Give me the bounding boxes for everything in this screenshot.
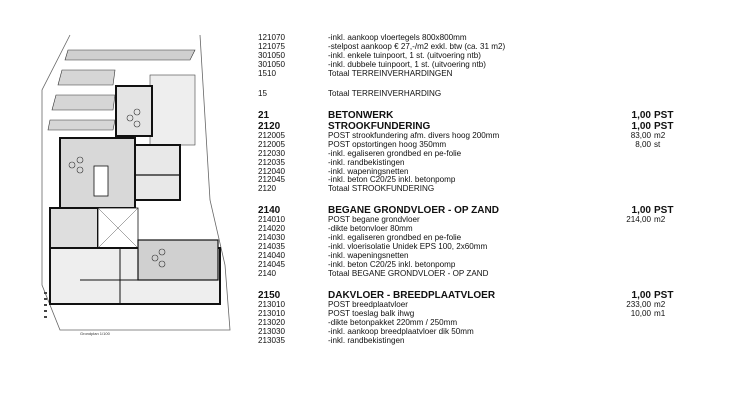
spec-code: 213035 — [258, 335, 286, 345]
spec-code: 121075 — [258, 41, 286, 51]
spec-row — [258, 150, 698, 159]
spec-row — [258, 185, 698, 194]
spec-code: 213010 — [258, 300, 286, 309]
spec-description: -inkl. aankoop vloertegels 800x800mm — [328, 33, 467, 42]
spec-code: 301050 — [258, 50, 286, 60]
spec-description: -inkl. egaliseren grondbed en pe-folie — [328, 233, 462, 243]
spec-description: -inkl. wapeningsnetten — [328, 251, 409, 261]
spec-code: 15 — [258, 89, 268, 99]
spec-unit: m1 — [654, 308, 666, 318]
spec-description: -inkl. egaliseren grondbed en pe-folie — [328, 148, 462, 158]
spec-description: -dikte betonpakket 220mm / 250mm — [328, 317, 458, 327]
spec-row — [258, 328, 698, 337]
spec-unit: m2 — [654, 300, 666, 309]
spec-row — [258, 270, 698, 279]
spec-quantity: 10,00 — [630, 308, 651, 318]
spec-unit: PST — [654, 289, 674, 301]
spec-description: POST breedplaatvloer — [328, 300, 408, 309]
spec-description: -inkl. dubbele tuinpoort, 1 st. (uitvoering ntb) — [328, 59, 486, 69]
spec-section — [258, 111, 698, 194]
spec-row — [258, 141, 698, 150]
spec-description: -inkl. randbekistingen — [328, 157, 405, 167]
spec-description: BETONWERK — [328, 110, 394, 122]
spec-description: -stelpost aankoop € 27,-/m2 exkl. btw (ca. 31 m2) — [328, 41, 506, 51]
spec-quantity: 1,00 — [631, 205, 651, 217]
specification-list — [258, 34, 698, 345]
spec-row — [258, 159, 698, 168]
spec-code: 212030 — [258, 148, 286, 158]
spec-unit: m2 — [654, 215, 666, 225]
spec-row — [258, 225, 698, 234]
spec-row — [258, 243, 698, 252]
spec-description: Totaal BEGANE GRONDVLOER - OP ZAND — [328, 268, 489, 278]
spec-description: -inkl. beton C20/25 inkl. betonpomp — [328, 259, 456, 269]
spec-row — [258, 70, 698, 79]
spec-row — [258, 337, 698, 346]
spec-code: 212035 — [258, 157, 286, 167]
terrace-hatch — [52, 95, 115, 110]
spec-unit: st — [654, 139, 661, 149]
spec-row — [258, 132, 698, 141]
spec-row — [258, 61, 698, 70]
spec-unit: m2 — [654, 130, 666, 140]
spec-quantity: 233,00 — [626, 300, 651, 309]
spec-section — [258, 291, 698, 346]
spec-code: 212040 — [258, 166, 286, 176]
spec-description: POST opstortingen hoog 350mm — [328, 139, 447, 149]
spec-code: 213030 — [258, 326, 286, 336]
spec-code: 121070 — [258, 33, 286, 42]
spec-code: 212005 — [258, 130, 286, 140]
spec-description: STROOKFUNDERING — [328, 120, 431, 132]
terrace-hatch — [48, 120, 115, 130]
spec-description: -inkl. randbekistingen — [328, 335, 405, 345]
spec-code: 212045 — [258, 175, 286, 185]
spec-code: 1510 — [258, 68, 277, 78]
room-outline — [138, 240, 218, 280]
spec-section — [258, 34, 698, 78]
spec-description: -inkl. enkele tuinpoort, 1 st. (uitvoering ntb) — [328, 50, 481, 60]
spec-description: -inkl. wapeningsnetten — [328, 166, 409, 176]
spec-row — [258, 216, 698, 225]
spec-code: 214045 — [258, 259, 286, 269]
terrace-hatch — [65, 50, 195, 60]
spec-code: 301050 — [258, 59, 286, 69]
spec-code: 214040 — [258, 251, 286, 261]
spec-description: POST strookfundering afm. divers hoog 200mm — [328, 130, 500, 140]
spec-section — [258, 206, 698, 279]
spec-quantity: 214,00 — [626, 215, 651, 225]
spec-description: -inkl. vloerisolatie Unidek EPS 100, 2x60mm — [328, 242, 488, 252]
spec-code: 213020 — [258, 317, 286, 327]
spec-quantity: 1,00 — [631, 110, 651, 122]
spec-code: 214010 — [258, 215, 286, 225]
spec-quantity: 8,00 — [635, 139, 651, 149]
room-outline — [135, 145, 180, 200]
floor-plan-drawing — [20, 30, 245, 360]
spec-description: -inkl. beton C20/25 inkl. betonpomp — [328, 175, 456, 185]
spec-unit: PST — [654, 120, 674, 132]
spec-code: 212005 — [258, 139, 286, 149]
spec-description: Totaal TERREINVERHARDING — [328, 89, 442, 99]
spec-code: 2140 — [258, 268, 277, 278]
spec-section — [258, 90, 698, 99]
spec-code: 214035 — [258, 242, 286, 252]
spec-row — [258, 168, 698, 177]
spec-description: BEGANE GRONDVLOER - OP ZAND — [328, 205, 499, 217]
spec-description: -inkl. aankoop breedplaatvloer dik 50mm — [328, 326, 474, 336]
spec-quantity: 1,00 — [631, 289, 651, 301]
spec-description: -dikte betonvloer 80mm — [328, 224, 413, 234]
plan-caption: Grondplan 1/100 — [80, 331, 110, 336]
spec-description: POST toeslag balk ihwg — [328, 308, 415, 318]
spec-description: Totaal TERREINVERHARDINGEN — [328, 68, 453, 78]
spec-unit: PST — [654, 110, 674, 122]
spec-row — [258, 176, 698, 185]
spec-code: 2140 — [258, 205, 281, 217]
spec-row — [258, 319, 698, 328]
garden-area — [150, 75, 195, 145]
section-spacer — [258, 78, 698, 90]
spec-code: 21 — [258, 110, 270, 122]
section-spacer — [258, 279, 698, 291]
spec-description: DAKVLOER - BREEDPLAATVLOER — [328, 289, 496, 301]
spec-quantity: 83,00 — [630, 130, 651, 140]
skylight — [94, 166, 108, 196]
spec-code: 214020 — [258, 224, 286, 234]
spec-code: 214030 — [258, 233, 286, 243]
spec-code: 2120 — [258, 184, 277, 194]
spec-code: 2150 — [258, 289, 281, 301]
spec-description: Totaal STROOKFUNDERING — [328, 184, 435, 194]
spec-description: POST begane grondvloer — [328, 215, 420, 225]
spec-row — [258, 90, 698, 99]
spec-quantity: 1,00 — [631, 120, 651, 132]
spec-code: 213010 — [258, 308, 286, 318]
spec-code: 2120 — [258, 120, 281, 132]
spec-unit: PST — [654, 205, 674, 217]
spec-row — [258, 310, 698, 319]
terrace-hatch — [58, 70, 115, 85]
spec-row — [258, 252, 698, 261]
